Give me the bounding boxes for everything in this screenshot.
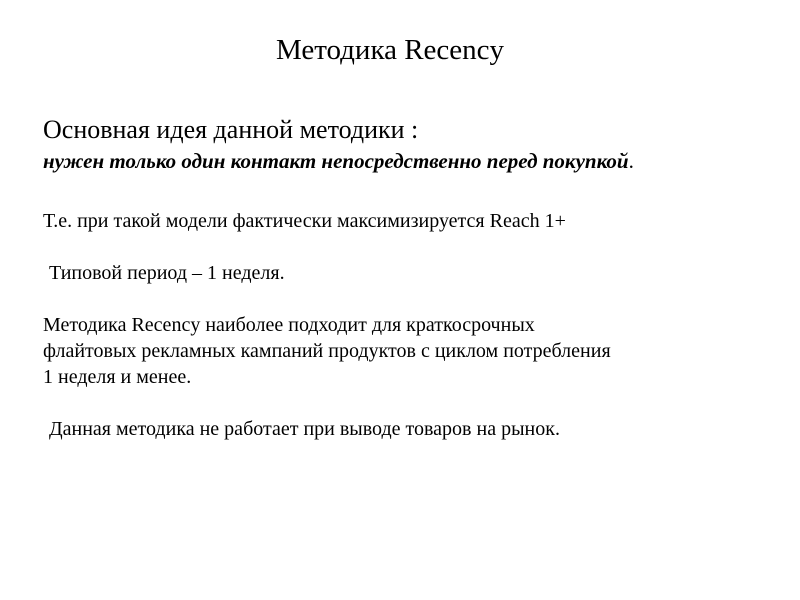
limitation-line: Данная методика не работает при выводе товаров на рынок. <box>49 418 560 440</box>
slide-content <box>43 112 763 442</box>
suitability-line: 1 неделя и менее. <box>43 366 192 388</box>
slide-title: Методика Recency <box>275 34 505 66</box>
idea-label: Основная идея данной методики : <box>43 115 419 144</box>
reach-line: Т.е. при такой модели фактически максимизируется Reach 1+ <box>43 210 566 232</box>
period-line: Типовой период – 1 неделя. <box>49 262 285 284</box>
suitability-paragraph <box>43 312 763 390</box>
suitability-line: Методика Recency наиболее подходит для краткосрочных <box>43 314 535 336</box>
idea-period: . <box>628 149 634 173</box>
idea-emphasis-text: нужен только один контакт непосредственно перед покупкой <box>43 149 629 173</box>
idea-statement <box>43 148 763 174</box>
suitability-line: флайтовых рекламных кампаний продуктов с циклом потребления <box>43 340 611 362</box>
